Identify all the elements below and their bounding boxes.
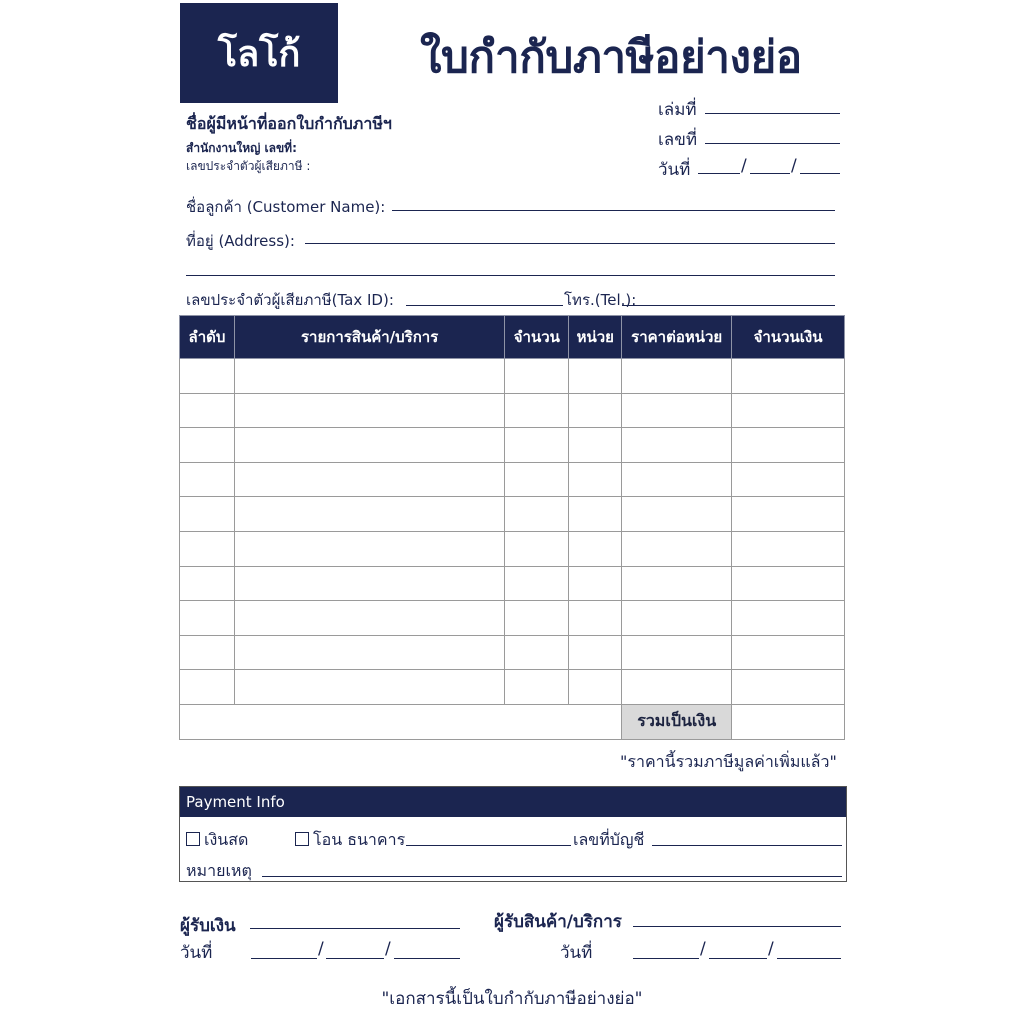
receiver-date-month[interactable] [709, 958, 767, 959]
table-cell[interactable] [234, 670, 504, 705]
table-cell[interactable] [622, 462, 732, 497]
date-label: วันที่ [658, 160, 691, 180]
issuer-taxid-label: เลขประจำตัวผู้เสียภาษี : [186, 159, 311, 173]
col-header-unit-price: ราคาต่อหน่วย [622, 316, 732, 359]
table-cell[interactable] [622, 566, 732, 601]
table-cell[interactable] [622, 393, 732, 428]
date-separator: / [700, 939, 706, 959]
table-cell[interactable] [569, 635, 622, 670]
table-cell[interactable] [569, 531, 622, 566]
transfer-checkbox[interactable] [295, 832, 309, 846]
table-cell[interactable] [180, 428, 235, 463]
number-field[interactable] [705, 143, 840, 144]
receiver-signature-line[interactable] [633, 926, 841, 927]
receiver-label: ผู้รับสินค้า/บริการ [494, 912, 622, 932]
table-cell[interactable] [180, 670, 235, 705]
table-cell[interactable] [622, 359, 732, 394]
logo-text: โลโก้ [217, 33, 301, 75]
total-row [180, 704, 845, 739]
table-row [180, 601, 845, 636]
table-cell[interactable] [569, 670, 622, 705]
book-label: เล่มที่ [658, 100, 697, 120]
date-separator: / [741, 156, 747, 176]
logo [180, 3, 338, 103]
customer-taxid-label: เลขประจำตัวผู้เสียภาษี(Tax ID): [186, 291, 394, 309]
table-cell[interactable] [505, 566, 569, 601]
table-cell[interactable] [569, 393, 622, 428]
table-cell[interactable] [180, 566, 235, 601]
table-cell[interactable] [505, 497, 569, 532]
vat-included-note: "ราคานี้รวมภาษีมูลค่าเพิ่มแล้ว" [620, 752, 837, 771]
table-cell[interactable] [732, 601, 845, 636]
table-cell[interactable] [234, 566, 504, 601]
payee-date-label: วันที่ [180, 943, 213, 963]
table-cell[interactable] [732, 393, 845, 428]
table-cell[interactable] [569, 428, 622, 463]
total-label: รวมเป็นเงิน [622, 704, 732, 739]
number-label: เลขที่ [658, 130, 698, 150]
table-row [180, 635, 845, 670]
table-header-row [180, 316, 845, 359]
table-cell[interactable] [622, 670, 732, 705]
table-cell[interactable] [180, 531, 235, 566]
payee-date-day[interactable] [251, 958, 317, 959]
table-cell[interactable] [234, 462, 504, 497]
transfer-option[interactable] [295, 828, 405, 853]
payee-date-year[interactable] [394, 958, 460, 959]
table-cell[interactable] [569, 462, 622, 497]
table-cell[interactable] [569, 497, 622, 532]
table-cell[interactable] [505, 531, 569, 566]
account-number-label: เลขที่บัญชี [573, 830, 645, 849]
remark-field[interactable] [262, 876, 842, 877]
tel-label: โทร.(Tel.): [564, 291, 637, 309]
table-cell[interactable] [622, 497, 732, 532]
table-cell[interactable] [180, 497, 235, 532]
table-cell[interactable] [505, 670, 569, 705]
table-cell[interactable] [234, 531, 504, 566]
table-row [180, 497, 845, 532]
table-cell[interactable] [732, 566, 845, 601]
table-cell[interactable] [234, 359, 504, 394]
col-header-qty: จำนวน [505, 316, 569, 359]
col-header-unit: หน่วย [569, 316, 622, 359]
table-cell[interactable] [234, 601, 504, 636]
table-row [180, 462, 845, 497]
table-cell[interactable] [505, 359, 569, 394]
customer-name-label: ชื่อลูกค้า (Customer Name): [186, 198, 386, 216]
table-cell[interactable] [180, 359, 235, 394]
table-cell[interactable] [622, 601, 732, 636]
book-field[interactable] [705, 113, 840, 114]
receiver-date-year[interactable] [777, 958, 841, 959]
total-amount-cell[interactable] [732, 704, 845, 739]
table-cell[interactable] [569, 359, 622, 394]
table-row [180, 428, 845, 463]
address-label: ที่อยู่ (Address): [186, 232, 295, 250]
table-cell[interactable] [732, 359, 845, 394]
date-separator: / [385, 939, 391, 959]
table-cell[interactable] [732, 462, 845, 497]
table-cell[interactable] [732, 635, 845, 670]
total-row-spacer [180, 704, 622, 739]
table-cell[interactable] [569, 566, 622, 601]
col-header-item: รายการสินค้า/บริการ [234, 316, 504, 359]
table-cell[interactable] [234, 635, 504, 670]
customer-taxid-field[interactable] [406, 305, 563, 306]
table-cell[interactable] [732, 531, 845, 566]
issuer-name-label: ชื่อผู้มีหน้าที่ออกใบกำกับภาษีฯ [186, 114, 392, 133]
account-number-field[interactable] [652, 845, 842, 846]
date-month-field[interactable] [750, 173, 790, 174]
table-cell[interactable] [234, 497, 504, 532]
table-row [180, 393, 845, 428]
date-day-field[interactable] [698, 173, 740, 174]
items-table [179, 315, 845, 740]
table-cell[interactable] [505, 428, 569, 463]
table-cell[interactable] [622, 531, 732, 566]
table-row [180, 670, 845, 705]
table-cell[interactable] [180, 635, 235, 670]
date-separator: / [768, 939, 774, 959]
payee-signature-line[interactable] [250, 928, 460, 929]
table-row [180, 531, 845, 566]
table-cell[interactable] [180, 393, 235, 428]
table-cell[interactable] [505, 601, 569, 636]
table-cell[interactable] [505, 635, 569, 670]
tel-field[interactable] [622, 305, 835, 306]
table-cell[interactable] [732, 497, 845, 532]
document-title: ใบกำกับภาษีอย่างย่อ [420, 32, 802, 83]
address-field-line-1[interactable] [305, 243, 835, 244]
payee-date-month[interactable] [326, 958, 384, 959]
col-header-amount: จำนวนเงิน [732, 316, 845, 359]
payment-info-heading: Payment Info [180, 787, 846, 817]
remark-label: หมายเหตุ [186, 861, 252, 880]
bank-name-field[interactable] [406, 845, 571, 846]
table-cell[interactable] [622, 635, 732, 670]
payee-label: ผู้รับเงิน [180, 916, 236, 936]
receiver-date-day[interactable] [633, 958, 699, 959]
cash-option[interactable] [186, 828, 248, 853]
receiver-date-label: วันที่ [560, 943, 593, 963]
payment-info-box [179, 786, 847, 882]
table-cell[interactable] [622, 428, 732, 463]
table-cell[interactable] [505, 462, 569, 497]
table-cell[interactable] [732, 428, 845, 463]
table-cell[interactable] [732, 670, 845, 705]
cash-checkbox[interactable] [186, 832, 200, 846]
footer-note: "เอกสารนี้เป็นใบกำกับภาษีอย่างย่อ" [381, 989, 643, 1009]
transfer-label: โอน ธนาคาร [313, 830, 406, 849]
customer-name-field[interactable] [392, 210, 835, 211]
branch-label: สำนักงานใหญ่ เลขที่: [186, 141, 297, 155]
table-cell[interactable] [234, 393, 504, 428]
date-separator: / [791, 156, 797, 176]
address-field-line-2[interactable] [186, 275, 835, 276]
table-cell[interactable] [569, 601, 622, 636]
table-cell[interactable] [234, 428, 504, 463]
table-row [180, 359, 845, 394]
table-cell[interactable] [180, 601, 235, 636]
col-header-no: ลำดับ [180, 316, 235, 359]
table-cell[interactable] [505, 393, 569, 428]
table-row [180, 566, 845, 601]
cash-label: เงินสด [204, 830, 249, 849]
date-year-field[interactable] [800, 173, 840, 174]
date-separator: / [318, 939, 324, 959]
table-cell[interactable] [180, 462, 235, 497]
